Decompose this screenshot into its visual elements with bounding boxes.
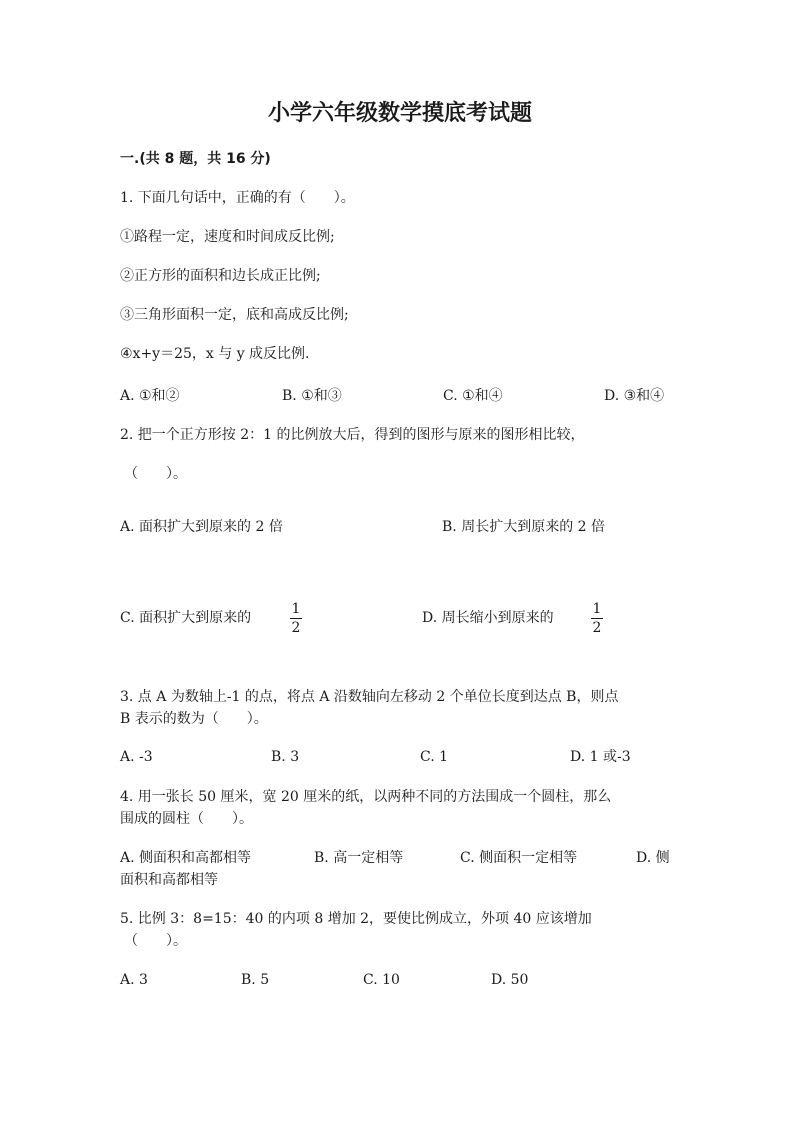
question-stem: 1. 下面几句话中，正确的有（ ）。: [120, 190, 355, 206]
option-d: D. 1 或-3: [570, 749, 631, 765]
option-a: A. 面积扩大到原来的 2 倍: [120, 519, 283, 535]
statement: ④x+y＝25，x 与 y 成反比例.: [120, 346, 310, 362]
option-b: B. 高一定相等: [314, 850, 404, 866]
option-a: A. ①和②: [120, 388, 180, 404]
fraction-numerator: 1: [291, 601, 301, 617]
fraction-numerator: 1: [592, 601, 602, 617]
statement: ③三角形面积一定，底和高成反比例;: [120, 307, 349, 323]
question-stem: 4. 用一张长 50 厘米，宽 20 厘米的纸，以两种不同的方法围成一个圆柱，那么: [120, 789, 612, 805]
fraction-denominator: 2: [291, 620, 301, 636]
fraction-denominator: 2: [592, 620, 602, 636]
option-c: C. 面积扩大到原来的: [120, 610, 252, 626]
option-c: C. 10: [363, 972, 400, 988]
statement: ②正方形的面积和边长成正比例;: [120, 268, 321, 284]
option-a: A. 侧面积和高都相等: [120, 850, 252, 866]
option-d: D. 50: [491, 972, 529, 988]
page-title: 小学六年级数学摸底考试题: [267, 101, 532, 126]
question-stem-cont: （ ）。: [124, 466, 187, 482]
statement: ①路程一定，速度和时间成反比例;: [120, 229, 335, 245]
option-c: C. ①和④: [443, 388, 503, 404]
option-d-cont: 面积和高都相等: [120, 872, 218, 888]
fraction-bar: [290, 618, 302, 619]
question-stem-cont: B 表示的数为（ ）。: [120, 711, 268, 727]
question-stem-cont: 围成的圆柱（ ）。: [120, 811, 253, 827]
option-d: D. ③和④: [604, 388, 665, 404]
option-a: A. 3: [120, 972, 148, 988]
option-c: C. 侧面积一定相等: [460, 850, 578, 866]
fraction-one-half: [589, 601, 605, 636]
option-b: B. 5: [241, 972, 270, 988]
fraction-bar: [591, 618, 603, 619]
section-heading: 一.(共 8 题，共 16 分): [120, 151, 271, 167]
question-stem: 2. 把一个正方形按 2：1 的比例放大后，得到的图形与原来的图形相比较，: [120, 427, 585, 443]
option-b: B. 3: [271, 749, 300, 765]
option-a: A. -3: [120, 749, 153, 765]
option-c: C. 1: [420, 749, 449, 765]
question-stem: 5. 比例 3：8=15：40 的内项 8 增加 2，要使比例成立，外项 40 应该增加: [120, 911, 592, 927]
question-stem: 3. 点 A 为数轴上-1 的点，将点 A 沿数轴向左移动 2 个单位长度到达点 B，则点: [120, 689, 619, 705]
fraction-one-half: [288, 601, 304, 636]
option-b: B. ①和③: [282, 388, 342, 404]
question-stem-cont: （ ）。: [124, 933, 187, 949]
option-d: D. 周长缩小到原来的: [422, 610, 554, 626]
option-d: D. 侧: [636, 850, 670, 866]
option-b: B. 周长扩大到原来的 2 倍: [442, 519, 605, 535]
